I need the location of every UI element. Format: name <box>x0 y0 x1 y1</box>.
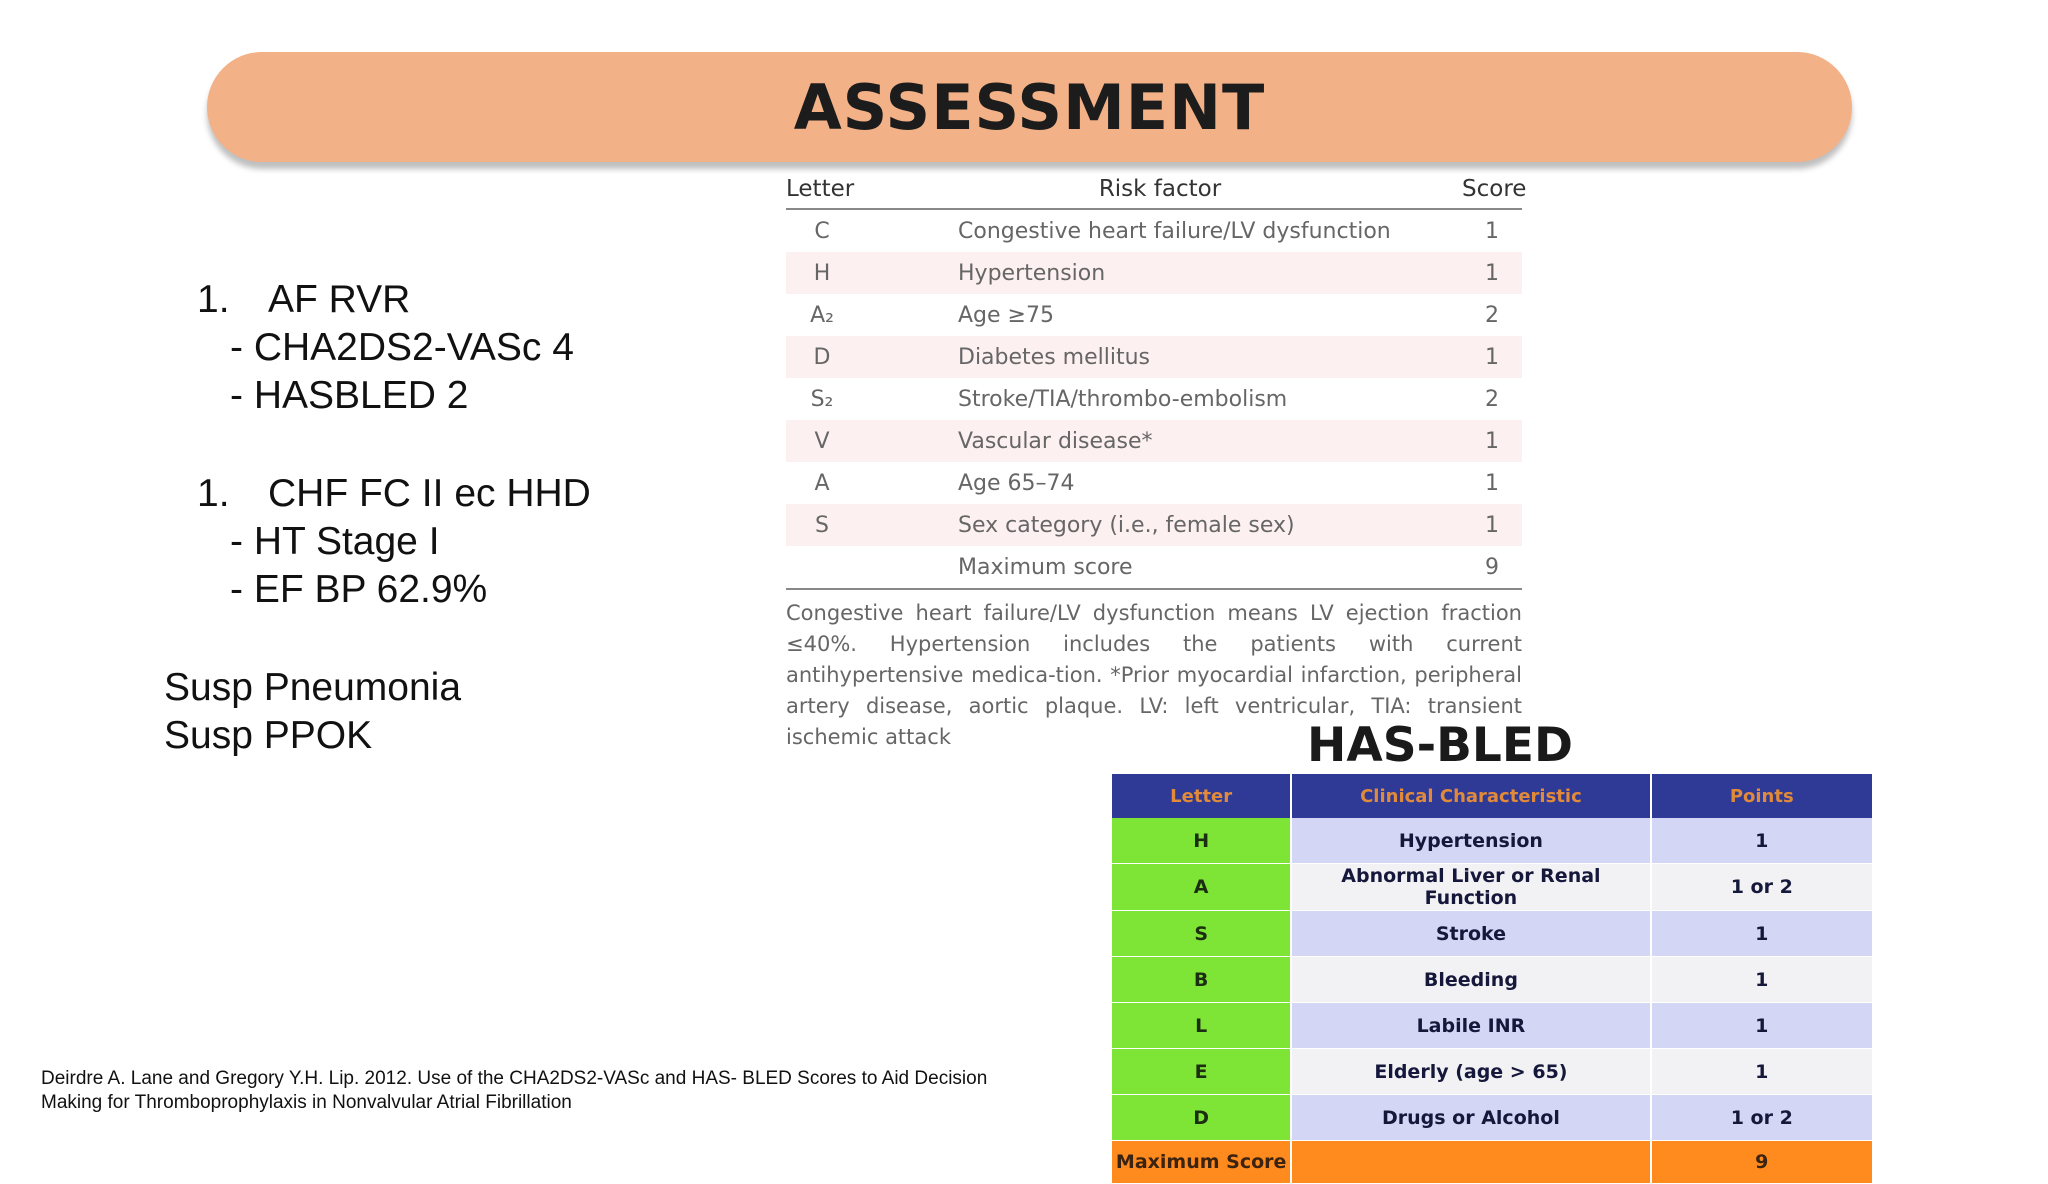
cha-table-row <box>786 504 1522 546</box>
hasbled-row <box>1112 1095 1873 1141</box>
hb-letter: E <box>1112 1049 1291 1095</box>
cha-factor: Diabetes mellitus <box>958 344 1150 370</box>
cha2ds2-vasc-table <box>786 170 1527 753</box>
cha-score: 1 <box>1485 218 1499 244</box>
hb-letter: A <box>1112 864 1291 911</box>
title-banner <box>207 52 1852 162</box>
item1-sub2: - HASBLED 2 <box>230 374 469 417</box>
hb-characteristic: Stroke <box>1291 911 1650 957</box>
hasbled-row <box>1112 818 1873 864</box>
cha-header-score: Score <box>1462 176 1527 202</box>
cha-factor: Stroke/TIA/thrombo-embolism <box>958 386 1288 412</box>
item1-title: AF RVR <box>268 278 411 321</box>
hb-letter: D <box>1112 1095 1291 1141</box>
hb-max-empty <box>1291 1141 1650 1184</box>
cha-factor: Maximum score <box>958 554 1133 580</box>
hasbled-section <box>1110 718 1872 1184</box>
hasbled-table <box>1112 774 1874 1184</box>
cha-table-row <box>786 378 1522 420</box>
cha-factor: Age 65–74 <box>958 470 1075 496</box>
hasbled-max-row <box>1112 1141 1873 1184</box>
cha-factor: Hypertension <box>958 260 1106 286</box>
item2-sub2: - EF BP 62.9% <box>230 568 488 611</box>
cha-table-row <box>786 210 1522 252</box>
hb-characteristic: Elderly (age > 65) <box>1291 1049 1650 1095</box>
cha-score: 1 <box>1485 344 1499 370</box>
cha-table-note: Congestive heart failure/LV dysfunction means LV ejection fraction ≤40%. Hypertension includes the patients with current antihypertensive medica-tion. *Prior myocardial infarction, peripheral artery disease, aortic plaque. LV: left ventricular, TIA: transient ischemic attack <box>786 601 1522 749</box>
hb-points: 1 <box>1651 957 1874 1003</box>
cha-letter: V <box>814 428 830 454</box>
extra-diagnosis-1: Susp Pneumonia <box>164 666 462 709</box>
hb-points: 1 <box>1651 818 1874 864</box>
cha-factor: Sex category (i.e., female sex) <box>958 512 1295 538</box>
hb-characteristic: Drugs or Alcohol <box>1291 1095 1650 1141</box>
cha-table-row <box>786 462 1522 504</box>
cha-factor: Vascular disease* <box>958 428 1153 454</box>
cha-table-row <box>786 336 1522 378</box>
cha-letter: S₂ <box>810 386 834 412</box>
hasbled-row <box>1112 911 1873 957</box>
item2-sub1: - HT Stage I <box>230 520 440 563</box>
hb-letter: B <box>1112 957 1291 1003</box>
citation: Deirdre A. Lane and Gregory Y.H. Lip. 2012. Use of the CHA2DS2-VASc and HAS- BLED Scores to Aid Decision Making for Thromboprophylaxis in Nonvalvular Atrial Fibrillation <box>41 1068 988 1113</box>
cha-score: 9 <box>1485 554 1499 580</box>
hb-characteristic: Abnormal Liver or Renal Function <box>1291 864 1650 911</box>
cha-table-row <box>786 420 1522 462</box>
item1-sub1: - CHA2DS2-VASc 4 <box>230 326 574 369</box>
item1-number: 1. <box>197 278 230 321</box>
hb-points: 1 or 2 <box>1651 1095 1874 1141</box>
cha-letter: S <box>815 512 829 538</box>
cha-letter: A <box>814 470 830 496</box>
extra-diagnosis-2: Susp PPOK <box>164 714 373 757</box>
cha-factor: Congestive heart failure/LV dysfunction <box>958 218 1391 244</box>
hb-header-characteristic: Clinical Characteristic <box>1291 774 1650 818</box>
hb-points: 1 <box>1651 911 1874 957</box>
hb-characteristic: Bleeding <box>1291 957 1650 1003</box>
cha-table-row <box>786 546 1522 590</box>
hb-points: 1 or 2 <box>1651 864 1874 911</box>
hasbled-row <box>1112 1049 1873 1095</box>
hb-characteristic: Hypertension <box>1291 818 1650 864</box>
hb-letter: L <box>1112 1003 1291 1049</box>
cha-table-row <box>786 294 1522 336</box>
cha-table-header <box>786 170 1527 210</box>
hb-max-label: Maximum Score <box>1112 1141 1291 1184</box>
cha-letter: A₂ <box>810 302 834 328</box>
hasbled-title: HAS-BLED <box>1307 718 1573 773</box>
hb-header-points: Points <box>1651 774 1874 818</box>
hasbled-row <box>1112 1003 1873 1049</box>
cha-score: 2 <box>1485 302 1499 328</box>
cha-header-letter: Letter <box>786 176 855 202</box>
cha-letter: H <box>813 260 831 286</box>
cha-header-factor: Risk factor <box>1098 176 1222 202</box>
cha-score: 2 <box>1485 386 1499 412</box>
cha-score: 1 <box>1485 512 1499 538</box>
hb-points: 1 <box>1651 1049 1874 1095</box>
hb-points: 1 <box>1651 1003 1874 1049</box>
hb-max-points: 9 <box>1651 1141 1874 1184</box>
cha-factor: Age ≥75 <box>958 302 1054 328</box>
hb-letter: H <box>1112 818 1291 864</box>
item2-number: 1. <box>197 472 230 515</box>
hb-letter: S <box>1112 911 1291 957</box>
cha-letter: C <box>814 218 830 244</box>
slide-title: ASSESSMENT <box>793 70 1266 144</box>
hb-characteristic: Labile INR <box>1291 1003 1650 1049</box>
cha-score: 1 <box>1485 260 1499 286</box>
hasbled-row <box>1112 957 1873 1003</box>
cha-table-row <box>786 252 1522 294</box>
hb-header-letter: Letter <box>1112 774 1291 818</box>
cha-score: 1 <box>1485 428 1499 454</box>
hasbled-row <box>1112 864 1873 911</box>
cha-score: 1 <box>1485 470 1499 496</box>
item2-title: CHF FC II ec HHD <box>268 472 591 515</box>
cha-letter: D <box>813 344 831 370</box>
